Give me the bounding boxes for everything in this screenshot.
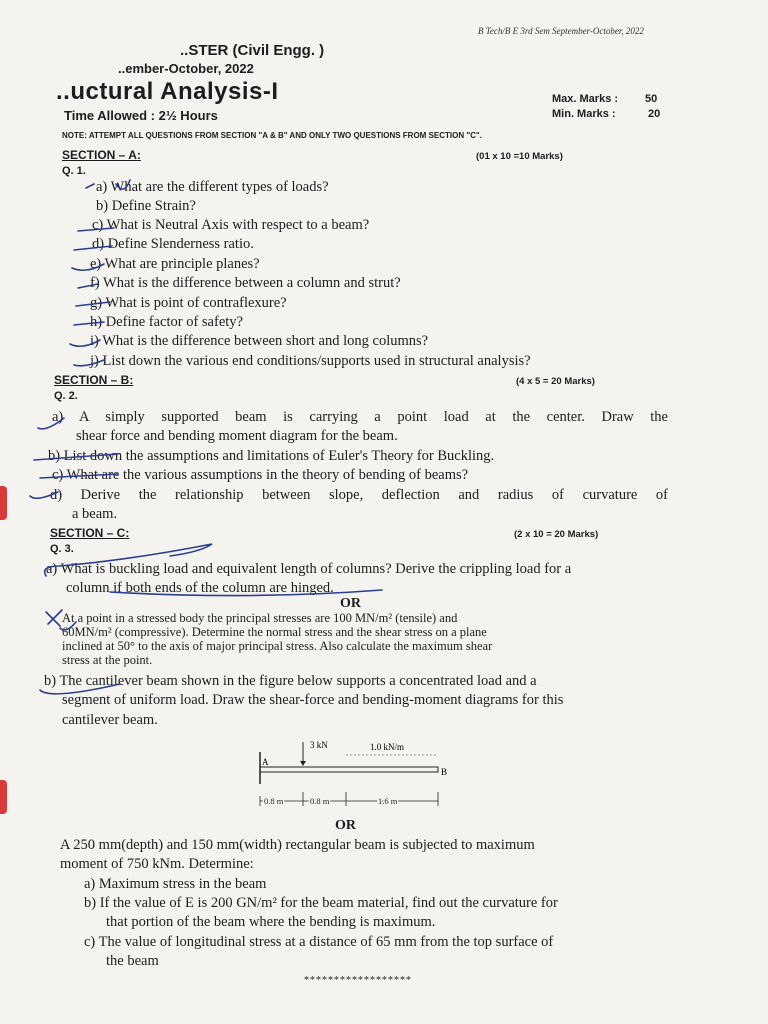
question-2-number: Q. 2. (54, 390, 78, 402)
red-margin-mark (0, 486, 7, 520)
footer-stars: ****************** (304, 975, 412, 986)
q2a-line2: shear force and bending moment diagram for the beam. (76, 428, 398, 444)
q3a-alt-line3: inclined at 50° to the axis of major principal stress. Also calculate the maximum shear (62, 639, 493, 653)
session-heading: ..ember-October, 2022 (118, 61, 254, 76)
q1-item-g: g) What is point of contraflexure? (90, 295, 287, 311)
q3b-line1: b) The cantilever beam shown in the figure below supports a concentrated load and a (44, 673, 537, 689)
q1-item-a: a) What are the different types of loads? (96, 179, 329, 195)
or-separator: OR (340, 596, 361, 611)
q1-item-f: f) What is the difference between a column and strut? (90, 275, 401, 291)
dim-label-3: 1.6 m (378, 796, 398, 806)
or-separator: OR (335, 818, 356, 833)
beam (260, 767, 438, 772)
section-c-title: SECTION – C: (50, 526, 130, 540)
q3a-alt-line1: At a point in a stressed body the principal stresses are 100 MN/m² (tensile) and (62, 611, 458, 625)
section-a-marks: (01 x 10 =10 Marks) (476, 151, 563, 162)
q3a-line2: column if both ends of the column are hinged. (66, 580, 334, 596)
q3a-alt-line2: 60MN/m² (compressive). Determine the normal stress and the shear stress on a plane (62, 625, 487, 639)
q3b-alt-sub-c-line2: the beam (106, 953, 159, 969)
q2c: c) What are the various assumptions in the theory of bending of beams? (52, 467, 469, 483)
q3a-alt-line4: stress at the point. (62, 653, 153, 667)
section-b-title: SECTION – B: (54, 373, 134, 387)
corner-note: B Tech/B E 3rd Sem September-October, 2022 (478, 26, 644, 36)
exam-note: NOTE: ATTEMPT ALL QUESTIONS FROM SECTION "A & B" AND ONLY TWO QUESTIONS FROM SECTION "C". (62, 131, 482, 140)
q3b-alt-sub-c-line1: c) The value of longitudinal stress at a distance of 65 mm from the top surface of (84, 934, 554, 950)
end-a-label: A (262, 757, 269, 767)
q3b-alt-line1: A 250 mm(depth) and 150 mm(width) rectangular beam is subjected to maximum (60, 837, 535, 853)
question-1-number: Q. 1. (62, 165, 86, 177)
end-b-label: B (441, 767, 448, 777)
q2b: b) List down the assumptions and limitations of Euler's Theory for Buckling. (48, 448, 495, 464)
q2d-line2: a beam. (72, 506, 118, 522)
dim-label-1: 0.8 m (264, 796, 284, 806)
section-b-marks: (4 x 5 = 20 Marks) (516, 376, 595, 387)
q3b-alt-sub-a: a) Maximum stress in the beam (84, 876, 267, 892)
q3b-line2: segment of uniform load. Draw the shear-force and bending-moment diagrams for this (62, 692, 564, 708)
paper-title: ..uctural Analysis-I (56, 78, 279, 105)
q2d-line1: d) Derive the relationship between slope, deflection and radius of curvature of (50, 487, 668, 503)
q3b-alt-sub-b-line2: that portion of the beam where the bending is maximum. (106, 914, 436, 930)
q1-item-j: j) List down the various end conditions/supports used in structural analysis? (90, 353, 531, 369)
q1-item-b: b) Define Strain? (96, 198, 196, 214)
q3b-alt-sub-b-line1: b) If the value of E is 200 GN/m² for the beam material, find out the curvature for (84, 895, 558, 911)
q1-item-i: i) What is the difference between short and long columns? (90, 333, 429, 349)
question-3-number: Q. 3. (50, 543, 74, 555)
dim-label-2: 0.8 m (310, 796, 330, 806)
q3b-line3: cantilever beam. (62, 712, 158, 728)
q2a-line1: a) A simply supported beam is carrying a point load at the center. Draw the (52, 409, 668, 425)
cantilever-beam-figure (250, 734, 460, 814)
max-marks-value: 50 (645, 93, 658, 105)
udl-label: 1.0 kN/m (370, 742, 405, 752)
q1-item-e: e) What are principle planes? (90, 256, 260, 272)
q1-item-d: d) Define Slenderness ratio. (92, 236, 254, 252)
q3a-line1: a) What is buckling load and equivalent length of columns? Derive the crippling load for a (46, 561, 572, 577)
min-marks-value: 20 (648, 108, 661, 120)
point-load-label: 3 kN (310, 740, 328, 750)
q3b-alt-line2: moment of 750 kNm. Determine: (60, 856, 254, 872)
min-marks-label: Min. Marks : (552, 108, 616, 120)
branch-heading: ..STER (Civil Engg. ) (180, 42, 325, 59)
section-a-title: SECTION – A: (62, 148, 141, 162)
section-c-marks: (2 x 10 = 20 Marks) (514, 529, 599, 540)
time-allowed: Time Allowed : 2½ Hours (64, 108, 218, 123)
point-load-arrowhead (300, 761, 306, 766)
red-margin-mark (0, 780, 7, 814)
q1-item-h: h) Define factor of safety? (90, 314, 243, 330)
max-marks-label: Max. Marks : (552, 93, 619, 105)
q1-item-c: c) What is Neutral Axis with respect to a beam? (92, 217, 370, 233)
